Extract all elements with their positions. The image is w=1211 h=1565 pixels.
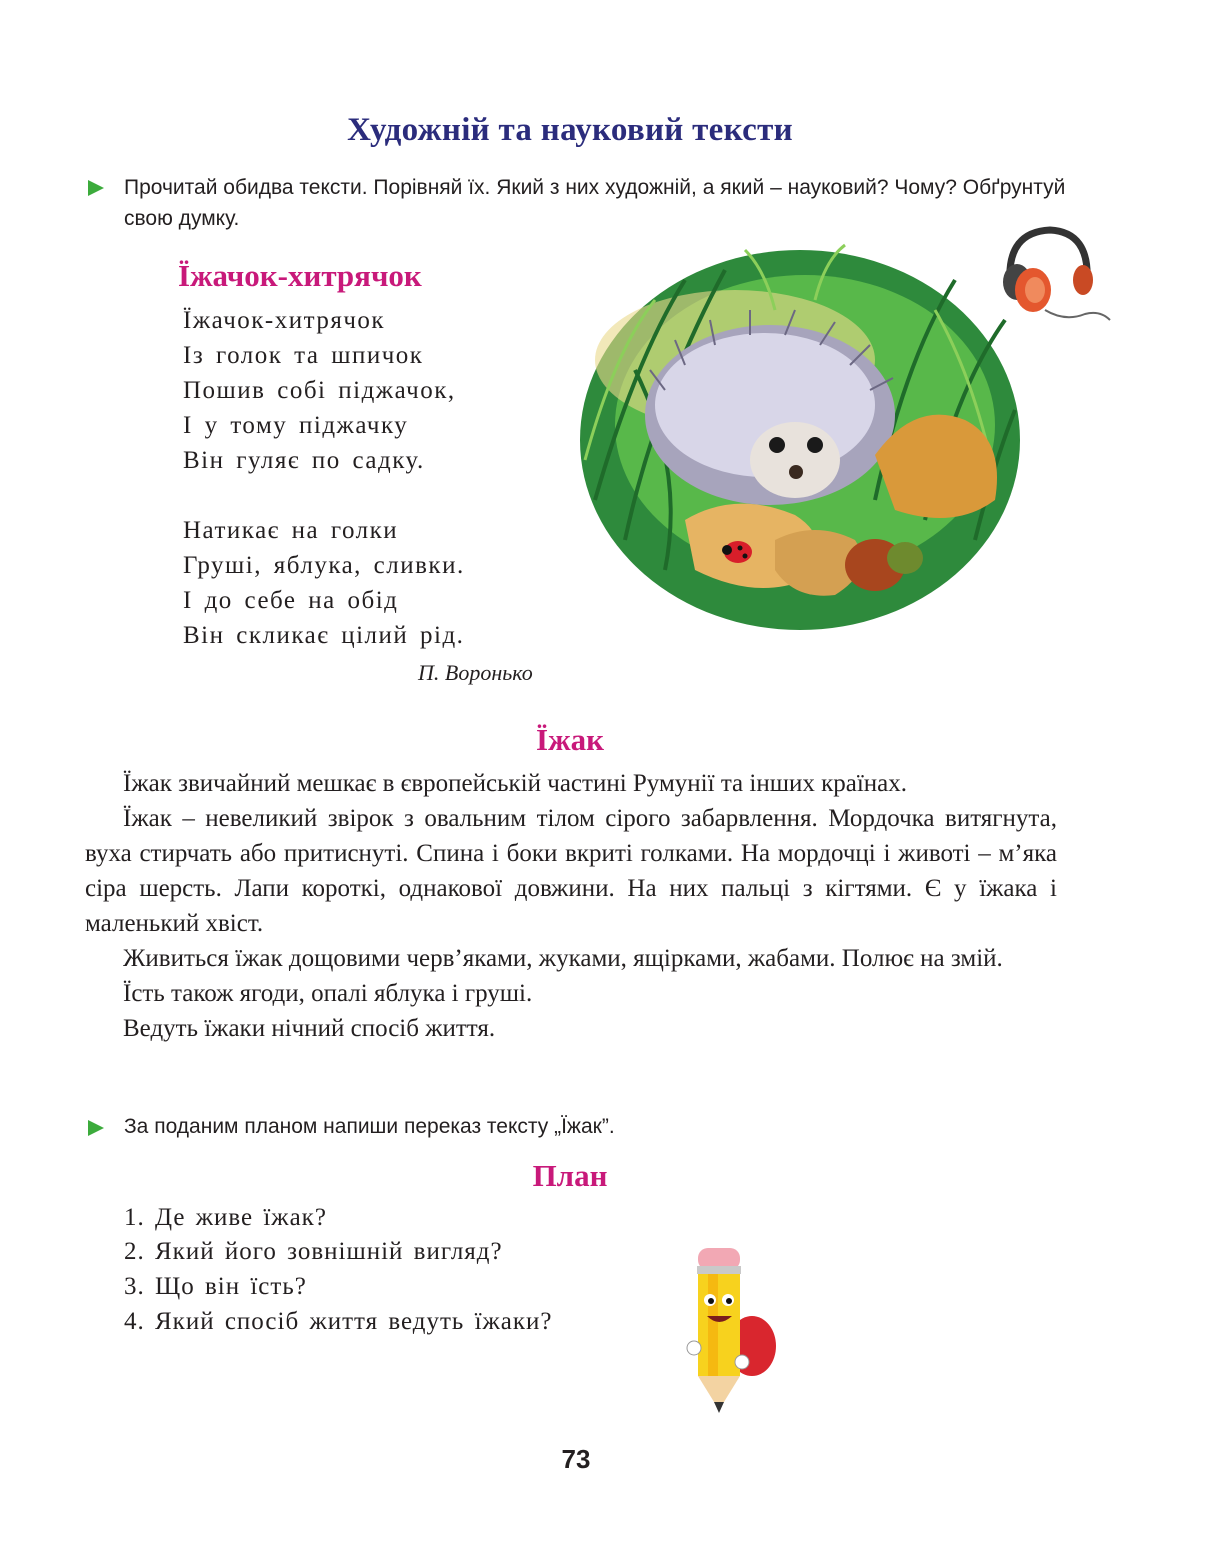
poem-line: І у тому піджачку: [183, 412, 409, 439]
poem-line: Їжачок-хитрячок: [183, 307, 386, 334]
poem-author: П. Воронько: [418, 660, 533, 685]
poem-line: Пошив собі піджачок,: [183, 377, 456, 404]
page-title: Художній та науковий тексти: [347, 112, 793, 148]
poem-line: І до себе на обід: [183, 587, 399, 614]
poem-line: Із голок та шпичок: [183, 342, 424, 369]
science-text-title: Їжак: [536, 722, 604, 757]
paragraph: Їжак – невеликий звірок з овальним тілом сірого забарвлення. Мордочка витягнута, вуха стирчать або притиснуті. Спина і боки вкриті голками. На мордочці і животі – м’яка сіра шерсть. Лапи короткі, однакової довжини. На них пальці з кігтями. Є у їжака і маленький хвіст.: [85, 805, 1057, 937]
hedgehog-illustration: [575, 240, 1025, 635]
task-instruction: Прочитай обидва тексти. Порівняй їх. Який з них художній, а який – науковий? Чому? Обґрунтуй свою думку.: [124, 176, 1066, 230]
paragraph: Ведуть їжаки нічний спосіб життя.: [123, 1015, 496, 1042]
headphones-icon[interactable]: [995, 222, 1115, 327]
plan-item: 4. Який спосіб життя ведуть їжаки?: [124, 1308, 553, 1335]
page-number: 73: [561, 1444, 591, 1474]
poem-line: Він гуляє по садку.: [183, 447, 425, 474]
poem-line: Натикає на голки: [183, 517, 399, 544]
plan-item: 1. Де живе їжак?: [124, 1204, 327, 1231]
plan-title: План: [532, 1158, 608, 1193]
task-marker-icon: [88, 180, 104, 196]
plan-item: 3. Що він їсть?: [124, 1273, 307, 1300]
paragraph: Їжак звичайний мешкає в європейській частині Румунії та інших країнах.: [123, 770, 908, 797]
poem-title: Їжачок-хитрячок: [178, 258, 422, 293]
plan-item: 2. Який його зовнішній вигляд?: [124, 1238, 503, 1265]
poem-line: Він скликає цілий рід.: [183, 622, 465, 649]
pencil-mascot: [680, 1238, 780, 1418]
science-text-body: [85, 766, 1057, 1046]
paragraph: Живиться їжак дощовими черв’яками, жуками, ящірками, жабами. Полює на змій.: [123, 945, 1003, 972]
poem-line: Груші, яблука, сливки.: [183, 552, 465, 579]
task-instruction: За поданим планом напиши переказ тексту „Їжак”.: [124, 1115, 615, 1138]
task-marker-icon: [88, 1120, 104, 1136]
paragraph: Їсть також ягоди, опалі яблука і груші.: [123, 980, 533, 1007]
